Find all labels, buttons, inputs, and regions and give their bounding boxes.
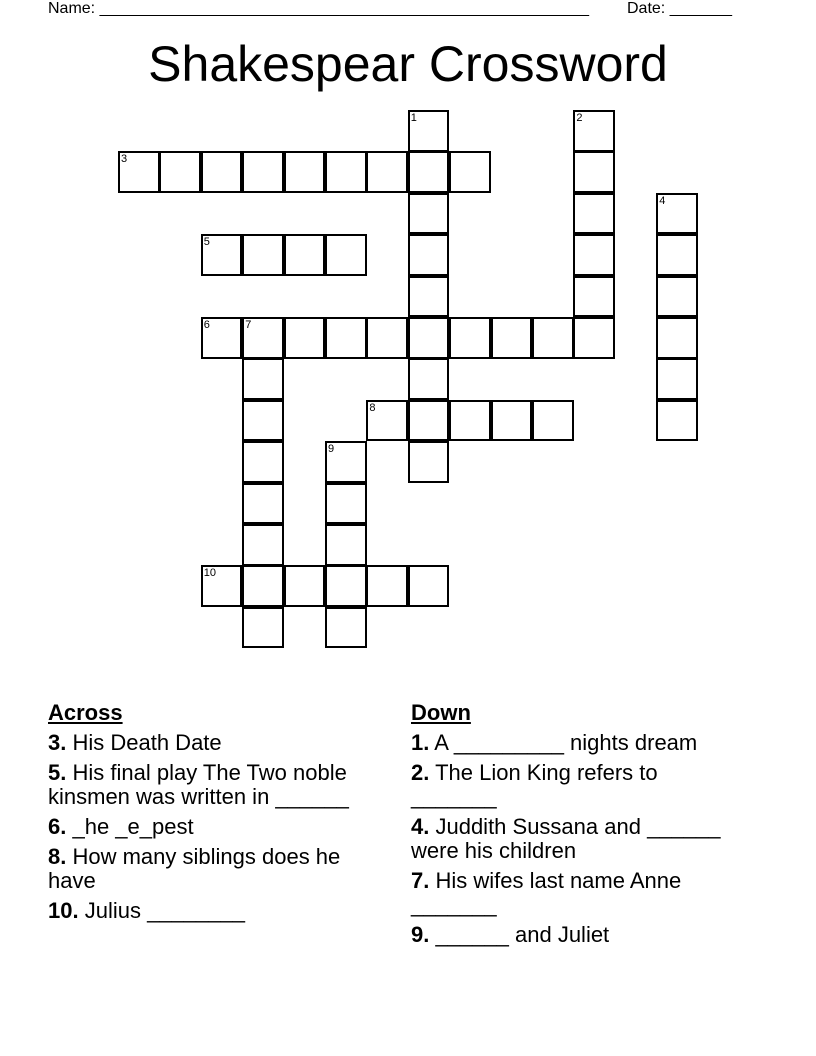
cell-number: 4 xyxy=(659,194,666,207)
crossword-cell[interactable] xyxy=(366,317,408,359)
date-field-line: Date: _______ xyxy=(627,0,732,17)
crossword-cell[interactable] xyxy=(449,400,491,442)
crossword-cell[interactable] xyxy=(242,234,284,276)
clue-number: 1. xyxy=(411,730,430,755)
clue-number: 3. xyxy=(48,730,67,755)
clue-text: Julius ________ xyxy=(78,898,245,923)
crossword-cell[interactable] xyxy=(449,317,491,359)
across-heading: Across xyxy=(48,700,123,725)
crossword-cell[interactable] xyxy=(242,317,284,359)
crossword-cell[interactable] xyxy=(532,400,574,442)
crossword-cell[interactable] xyxy=(408,441,450,483)
crossword-cell[interactable] xyxy=(408,193,450,235)
crossword-cell[interactable] xyxy=(242,565,284,607)
clue-number: 6. xyxy=(48,814,67,839)
crossword-cell[interactable] xyxy=(491,400,533,442)
clue-text: His Death Date xyxy=(66,730,222,755)
crossword-cell[interactable] xyxy=(408,358,450,400)
clue-text: ______ and Juliet xyxy=(429,922,610,947)
crossword-cell[interactable] xyxy=(201,565,243,607)
clue-down xyxy=(411,815,741,863)
clue-across xyxy=(48,731,378,755)
crossword-cell[interactable] xyxy=(325,483,367,525)
crossword-cell[interactable] xyxy=(656,400,698,442)
page-title: Shakespear Crossword xyxy=(148,36,668,92)
crossword-cell[interactable] xyxy=(201,317,243,359)
crossword-cell[interactable] xyxy=(366,151,408,193)
down-heading: Down xyxy=(411,700,471,725)
crossword-cell[interactable] xyxy=(284,565,326,607)
crossword-cell[interactable] xyxy=(408,400,450,442)
crossword-cell[interactable] xyxy=(242,607,284,649)
clue-text: Juddith Sussana and ______ were his children xyxy=(411,814,721,863)
clue-text: How many siblings does he have xyxy=(48,844,341,893)
cell-number: 10 xyxy=(203,567,217,580)
clue-text: A _________ nights dream xyxy=(429,730,698,755)
clue-down xyxy=(411,869,741,917)
crossword-cell[interactable] xyxy=(242,151,284,193)
crossword-cell[interactable] xyxy=(242,400,284,442)
cell-number: 7 xyxy=(245,319,252,331)
crossword-cell[interactable] xyxy=(491,317,533,359)
clue-number: 7. xyxy=(411,868,430,893)
crossword-cell[interactable] xyxy=(573,193,615,235)
crossword-cell[interactable] xyxy=(573,276,615,318)
clue-number: 4. xyxy=(411,814,430,839)
crossword-cell[interactable] xyxy=(242,524,284,566)
crossword-cell[interactable] xyxy=(284,151,326,193)
crossword-cell[interactable] xyxy=(325,524,367,566)
clue-number: 2. xyxy=(411,760,430,785)
name-field-line: Name: _______________________________________________________ xyxy=(48,0,589,17)
crossword-cell[interactable] xyxy=(325,441,367,483)
clue-number: 9. xyxy=(411,922,430,947)
crossword-cell[interactable] xyxy=(656,276,698,318)
clue-number: 8. xyxy=(48,844,67,869)
crossword-cell[interactable] xyxy=(201,234,243,276)
cell-number: 6 xyxy=(203,319,210,331)
crossword-cell[interactable] xyxy=(325,317,367,359)
cell-number: 2 xyxy=(576,112,583,124)
clue-number: 5. xyxy=(48,760,67,785)
clue-text: His final play The Two noble kinsmen was written in ______ xyxy=(48,760,349,809)
crossword-cell[interactable] xyxy=(284,317,326,359)
cell-number: 9 xyxy=(328,443,335,456)
clue-text: The Lion King refers to _______ xyxy=(411,760,658,809)
clue-text: His wifes last name Anne _______ xyxy=(411,868,682,917)
clue-down xyxy=(411,731,741,755)
down-clues xyxy=(411,701,741,953)
crossword-cell[interactable] xyxy=(408,565,450,607)
crossword-cell[interactable] xyxy=(656,317,698,359)
crossword-cell[interactable] xyxy=(408,110,450,152)
crossword-cell[interactable] xyxy=(242,483,284,525)
crossword-cell[interactable] xyxy=(656,358,698,400)
clue-text: _he _e_pest xyxy=(66,814,194,839)
crossword-cell[interactable] xyxy=(408,234,450,276)
clue-down xyxy=(411,923,741,947)
crossword-cell[interactable] xyxy=(573,151,615,193)
crossword-cell[interactable] xyxy=(449,151,491,193)
crossword-cell[interactable] xyxy=(325,607,367,649)
crossword-cell[interactable] xyxy=(408,151,450,193)
crossword-cell[interactable] xyxy=(325,151,367,193)
crossword-cell[interactable] xyxy=(366,400,408,442)
cell-number: 3 xyxy=(121,153,128,166)
crossword-cell[interactable] xyxy=(366,565,408,607)
crossword-cell[interactable] xyxy=(532,317,574,359)
clue-across xyxy=(48,899,378,923)
crossword-cell[interactable] xyxy=(408,276,450,318)
crossword-cell[interactable] xyxy=(242,441,284,483)
clue-number: 10. xyxy=(48,898,79,923)
crossword-cell[interactable] xyxy=(573,110,615,152)
clue-across xyxy=(48,761,378,809)
crossword-cell[interactable] xyxy=(573,234,615,276)
cell-number: 1 xyxy=(410,112,417,124)
cell-number: 5 xyxy=(203,236,210,249)
crossword-cell[interactable] xyxy=(325,565,367,607)
crossword-cell[interactable] xyxy=(573,317,615,359)
clue-across xyxy=(48,815,378,839)
crossword-cell[interactable] xyxy=(325,234,367,276)
clue-across xyxy=(48,845,378,893)
crossword-cell[interactable] xyxy=(408,317,450,359)
crossword-cell[interactable] xyxy=(118,151,160,193)
cell-number: 8 xyxy=(369,401,376,414)
crossword-cell[interactable] xyxy=(656,234,698,276)
crossword-cell[interactable] xyxy=(284,234,326,276)
across-clues xyxy=(48,701,378,929)
clue-down xyxy=(411,761,741,809)
crossword-cell[interactable] xyxy=(201,151,243,193)
crossword-cell[interactable] xyxy=(159,151,201,193)
crossword-cell[interactable] xyxy=(656,193,698,235)
crossword-cell[interactable] xyxy=(242,358,284,400)
